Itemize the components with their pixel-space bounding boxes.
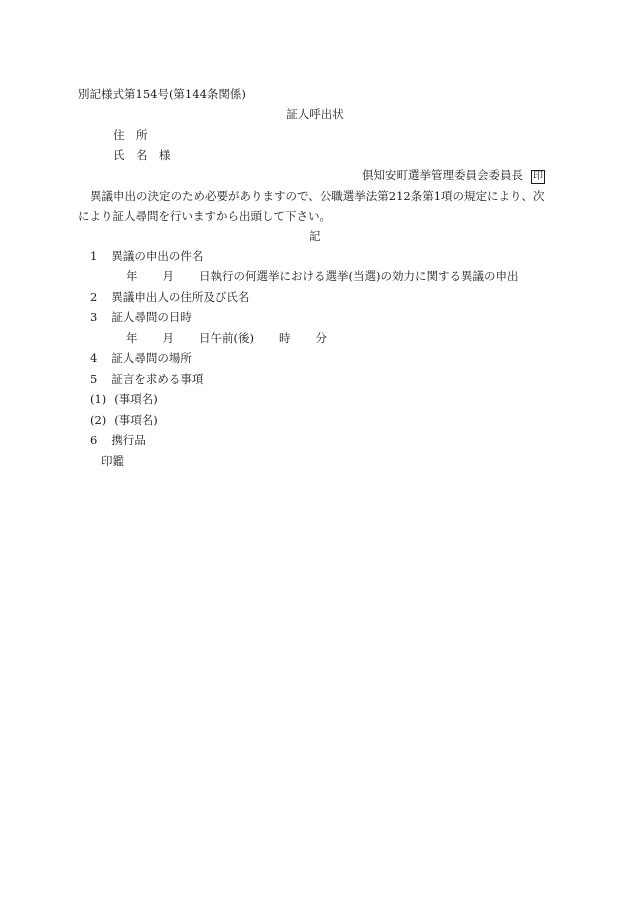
item-label: 証人尋問の日時 (111, 310, 192, 324)
sub-item-number: (1) (90, 392, 107, 406)
year-label: 年 (126, 269, 138, 283)
item-number: 2 (90, 290, 98, 304)
item-1-detail (126, 269, 518, 283)
day-ampm-label: 日午前(後) (199, 331, 254, 345)
seal-mark: 印 (533, 171, 543, 182)
item-3-detail (126, 331, 327, 345)
item-label: 証人尋問の場所 (111, 351, 192, 365)
issuer-name: 倶知安町選挙管理委員会委員長 (362, 168, 523, 182)
item-5-sub-1 (90, 392, 158, 406)
minute-label: 分 (315, 331, 327, 345)
sub-item-label: (事項名) (114, 413, 158, 427)
item-3 (90, 310, 192, 324)
item-6-detail: 印鑑 (101, 454, 124, 468)
item-2 (90, 290, 249, 304)
item-number: 5 (90, 372, 98, 386)
body-paragraph-line-2: により証人尋問を行いますから出頭して下さい。 (78, 209, 331, 223)
issuer-line (362, 168, 545, 184)
form-number: 別記様式第154号(第144条関係) (78, 87, 246, 101)
item-5 (90, 372, 203, 386)
item-number: 4 (90, 351, 98, 365)
hour-label: 時 (278, 331, 291, 345)
item-label: 異議申出人の住所及び氏名 (111, 290, 250, 304)
item-1-detail-text: 日執行の何選挙における選挙(当選)の効力に関する異議の申出 (199, 269, 519, 283)
item-number: 1 (90, 249, 98, 263)
sub-item-number: (2) (90, 413, 107, 427)
year-label: 年 (126, 331, 138, 345)
month-label: 月 (162, 331, 174, 345)
document-title: 証人呼出状 (286, 107, 344, 121)
body-paragraph-line-1: 異議申出の決定のため必要がありますので、公職選挙法第212条第1項の規定により、次 (90, 189, 545, 203)
item-1 (90, 249, 203, 263)
item-label: 携行品 (111, 433, 146, 447)
item-number: 3 (90, 310, 98, 324)
item-number: 6 (90, 433, 98, 447)
item-label: 証言を求める事項 (111, 372, 204, 386)
name-label: 氏 名 様 (113, 148, 171, 162)
sub-item-label: (事項名) (114, 392, 158, 406)
ki-heading: 記 (309, 229, 321, 243)
address-label: 住 所 (113, 128, 148, 142)
item-5-sub-2 (90, 413, 158, 427)
item-6 (90, 433, 146, 447)
item-label: 異議の申出の件名 (111, 249, 204, 263)
item-4 (90, 351, 192, 365)
month-label: 月 (162, 269, 174, 283)
